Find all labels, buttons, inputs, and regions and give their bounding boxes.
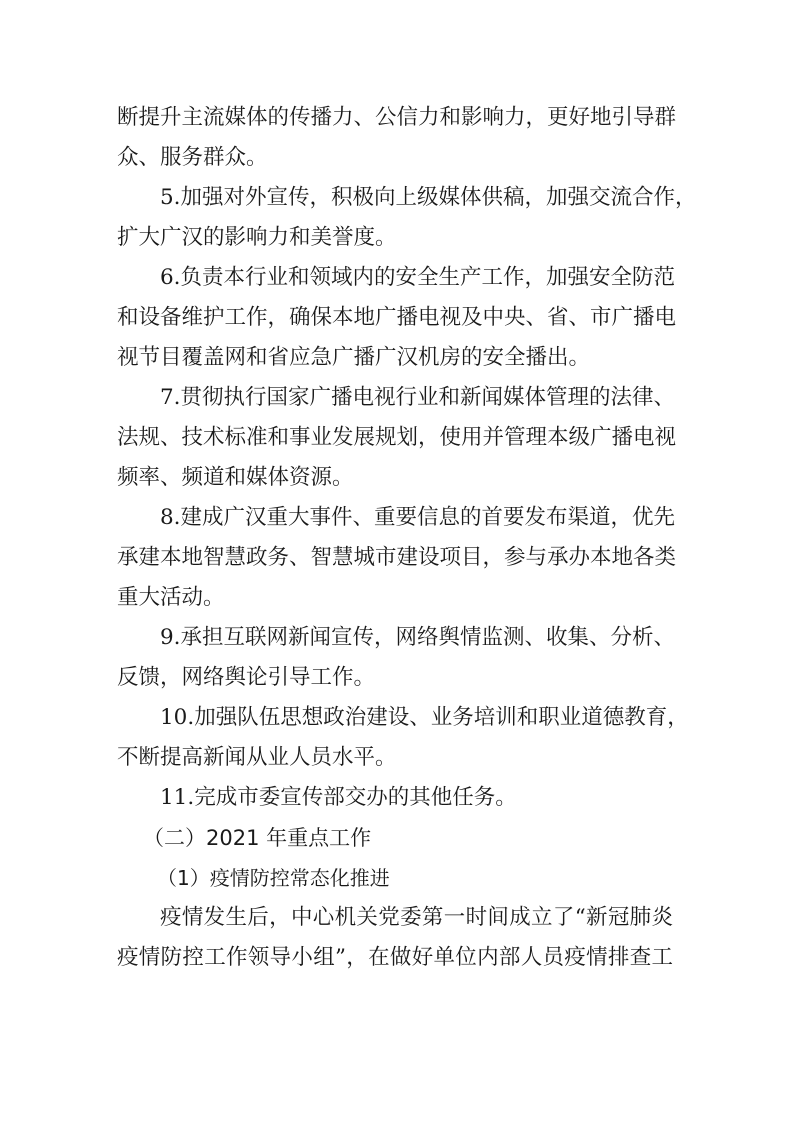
text-line: 重大活动。 (117, 585, 225, 610)
paragraph-item-8 (117, 498, 677, 618)
paragraph-continuation (117, 98, 677, 178)
text-line: 7.贯彻执行国家广播电视行业和新闻媒体管理的法律、 (160, 385, 676, 410)
text-line: 8.建成广汉重大事件、重要信息的首要发布渠道，优先 (160, 505, 676, 530)
text-line: 视节目覆盖网和省应急广播广汉机房的安全播出。 (117, 345, 591, 370)
text-line: 扩大广汉的影响力和美誉度。 (117, 225, 397, 250)
text-line: 承建本地智慧政务、智慧城市建设项目，参与承办本地各类 (117, 545, 677, 570)
paragraph-item-7 (117, 378, 677, 498)
text-line: 5.加强对外宣传，积极向上级媒体供稿，加强交流合作， (160, 185, 697, 210)
text-line: 疫情发生后，中心机关党委第一时间成立了“新冠肺炎 (160, 905, 673, 930)
text-line: 众、服务群众。 (117, 145, 268, 170)
text-line: 疫情防控工作领导小组”，在做好单位内部人员疫情排查工 (117, 945, 673, 970)
text-line: 10.加强队伍思想政治建设、业务培训和职业道德教育， (160, 705, 689, 730)
text-line: 反馈，网络舆论引导工作。 (117, 665, 376, 690)
paragraph-item-11 (117, 778, 673, 818)
subsection-heading: （1）疫情防控常态化推进 (157, 866, 390, 890)
paragraph-item-10 (117, 698, 689, 778)
text-line: 不断提高新闻从业人员水平。 (117, 745, 397, 770)
text-line: 11.完成市委宣传部交办的其他任务。 (160, 785, 517, 810)
paragraph-epidemic (117, 898, 673, 978)
paragraph-item-5 (117, 178, 697, 258)
text-line: 法规、技术标准和事业发展规划，使用并管理本级广播电视 (117, 425, 677, 450)
paragraph-item-6 (117, 258, 677, 378)
text-line: 频率、频道和媒体资源。 (117, 465, 354, 490)
paragraph-item-9 (117, 618, 676, 698)
text-line: 6.负责本行业和领域内的安全生产工作，加强安全防范 (160, 265, 676, 290)
text-line: 断提升主流媒体的传播力、公信力和影响力，更好地引导群 (117, 105, 677, 130)
section-heading: （二）2021 年重点工作 (143, 826, 372, 850)
document-body (117, 98, 697, 978)
text-line: 和设备维护工作，确保本地广播电视及中央、省、市广播电 (117, 305, 677, 330)
text-line: 9.承担互联网新闻宣传，网络舆情监测、收集、分析、 (160, 625, 676, 650)
